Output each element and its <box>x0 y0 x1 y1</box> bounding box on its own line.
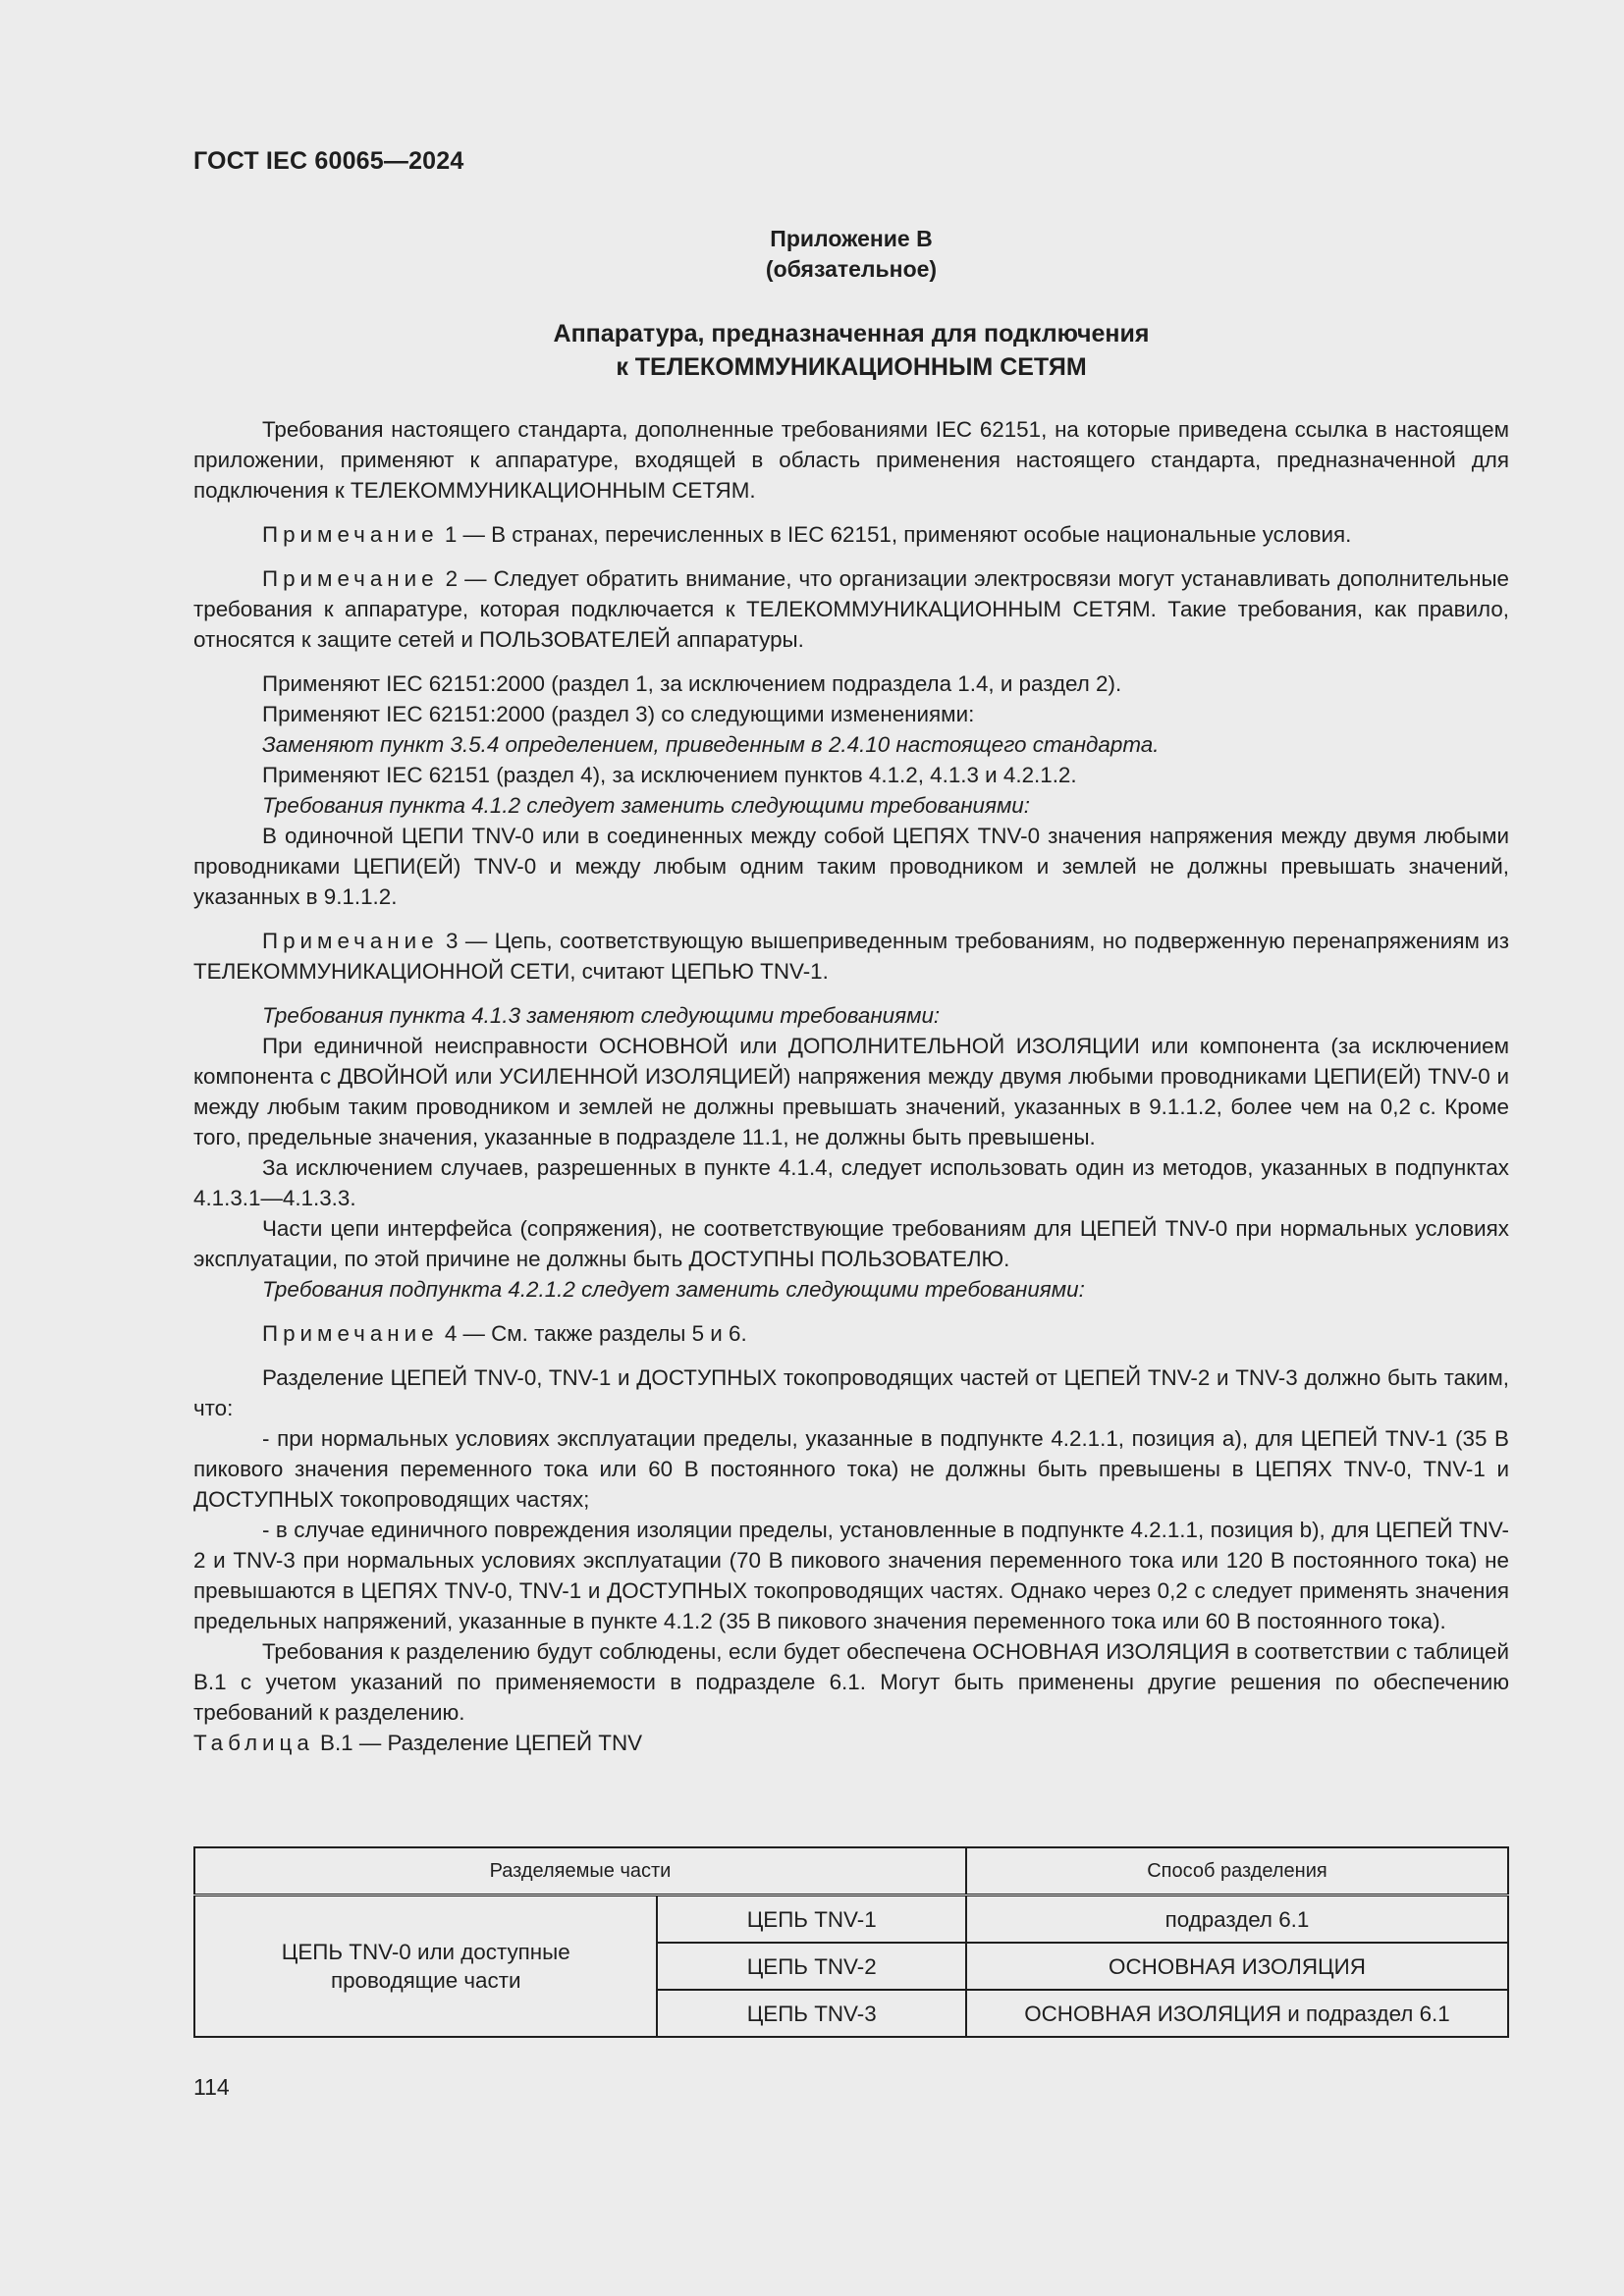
header-method: Способ разделения <box>966 1847 1508 1896</box>
table-header-row <box>194 1847 1508 1896</box>
note-label: Примечание <box>262 566 439 591</box>
table-caption-label: Таблица <box>193 1731 314 1755</box>
apply-paragraph-3: Применяют IEC 62151 (раздел 4), за исключением пунктов 4.1.2, 4.1.3 и 4.2.1.2. <box>262 763 1077 787</box>
note-label: Примечание <box>262 522 439 547</box>
intro-paragraph: Требования настоящего стандарта, дополненные требованиями IEC 62151, на которые приведена ссылка в настоящем приложении, применяют к аппаратуре, входящей в область применения настоящего стандарта, предназначенной для подключения к ТЕЛЕКОММУНИКАЦИОННЫМ СЕТЯМ. <box>193 417 1509 503</box>
bullet-1: - при нормальных условиях эксплуатации пределы, указанные в подпункте 4.2.1.1, позиция а), для ЦЕПЕЙ TNV-1 (35 В пикового значения переменного тока или 60 В постоянного тока) не должны быть превышены в ЦЕПЯХ TNV-0, TNV-1 и ДОСТУПНЫХ токопроводящих частях; <box>193 1426 1509 1512</box>
note-4-text: 4 — См. также разделы 5 и 6. <box>438 1321 747 1346</box>
note-2-text: 2 — Следует обратить внимание, что организации электросвязи могут устанавливать дополнительные требования к аппаратуре, которая подключается к ТЕЛЕКОММУНИКАЦИОННЫМ СЕТЯМ. Такие требования, как правило, относятся к защите сетей и ПОЛЬЗОВАТЕЛЕЙ аппаратуры. <box>193 566 1509 652</box>
appendix-heading <box>193 224 1509 285</box>
page-number: 114 <box>193 2074 230 2100</box>
section-title-line1: Аппаратура, предназначенная для подключения <box>553 320 1150 347</box>
row-group-cell: ЦЕПЬ TNV-0 или доступные проводящие части <box>194 1896 657 2038</box>
appendix-title: Приложение В <box>770 226 933 251</box>
note-label: Примечание <box>262 1321 439 1346</box>
apply-paragraph-2: Применяют IEC 62151:2000 (раздел 3) со следующими изменениями: <box>262 702 975 726</box>
section-title-line2: к ТЕЛЕКОММУНИКАЦИОННЫМ СЕТЯМ <box>616 353 1087 381</box>
standard-header: ГОСТ IEC 60065—2024 <box>193 147 464 175</box>
note-3 <box>193 926 1509 987</box>
table-caption-text: В.1 — Разделение ЦЕПЕЙ TNV <box>313 1731 643 1755</box>
circuit-cell: ЦЕПЬ TNV-3 <box>657 1990 965 2037</box>
note-1 <box>193 519 1509 550</box>
method-cell: ОСНОВНАЯ ИЗОЛЯЦИЯ и подраздел 6.1 <box>966 1990 1508 2037</box>
single-fault-paragraph: При единичной неисправности ОСНОВНОЙ или ДОПОЛНИТЕЛЬНОЙ ИЗОЛЯЦИИ или компонента (за исключением компонента с ДВОЙНОЙ или УСИЛЕННОЙ ИЗОЛЯЦИЕЙ) напряжения между двумя любыми проводниками ЦЕПИ(ЕЙ) TNV-0 и между любым таким проводником и землей не должны превышать значений, указанных в 9.1.1.2, более чем на 0,2 с. Кроме того, предельные значения, указанные в подразделе 11.1, не должны быть превышены. <box>193 1034 1509 1149</box>
req-412-paragraph: Требования пункта 4.1.2 следует заменить следующими требованиями: <box>262 793 1030 818</box>
appendix-status: (обязательное) <box>765 256 938 282</box>
separation-table <box>193 1846 1509 2038</box>
note-label: Примечание <box>262 929 439 953</box>
table-caption <box>193 1728 1509 1758</box>
note-1-text: 1 — В странах, перечисленных в IEC 62151, применяют особые национальные условия. <box>438 522 1352 547</box>
note-3-text: 3 — Цепь, соответствующую вышеприведенным требованиям, но подверженную перенапряжениям из ТЕЛЕКОММУНИКАЦИОННОЙ СЕТИ, считают ЦЕПЬЮ TNV-1. <box>193 929 1509 984</box>
circuit-cell: ЦЕПЬ TNV-1 <box>657 1896 965 1944</box>
method-cell: ОСНОВНАЯ ИЗОЛЯЦИЯ <box>966 1943 1508 1990</box>
except-414-paragraph: За исключением случаев, разрешенных в пункте 4.1.4, следует использовать один из методов, указанных в подпунктах 4.1.3.1—4.1.3.3. <box>193 1155 1509 1210</box>
compliance-paragraph: Требования к разделению будут соблюдены, если будет обеспечена ОСНОВНАЯ ИЗОЛЯЦИЯ в соответствии с таблицей В.1 с учетом указаний по применяемости в подразделе 6.1. Могут быть применены другие решения по обеспечению требований к разделению. <box>193 1639 1509 1725</box>
single-circuit-paragraph: В одиночной ЦЕПИ TNV-0 или в соединенных между собой ЦЕПЯХ TNV-0 значения напряжения между двумя любыми проводниками ЦЕПИ(ЕЙ) TNV-0 и между любым одним таким проводником и землей не должны превышать значений, указанных в 9.1.1.2. <box>193 824 1509 909</box>
table-row <box>194 1896 1508 1944</box>
req-4212-paragraph: Требования подпункта 4.2.1.2 следует заменить следующими требованиями: <box>262 1277 1085 1302</box>
circuit-cell: ЦЕПЬ TNV-2 <box>657 1943 965 1990</box>
header-parts: Разделяемые части <box>194 1847 966 1896</box>
interface-parts-paragraph: Части цепи интерфейса (сопряжения), не соответствующие требованиям для ЦЕПЕЙ TNV-0 при нормальных условиях эксплуатации, по этой причине не должны быть ДОСТУПНЫ ПОЛЬЗОВАТЕЛЮ. <box>193 1216 1509 1271</box>
body-text <box>193 414 1509 1758</box>
section-title <box>193 317 1509 384</box>
replace-354-paragraph: Заменяют пункт 3.5.4 определением, приведенным в 2.4.10 настоящего стандарта. <box>262 732 1160 757</box>
method-cell: подраздел 6.1 <box>966 1896 1508 1944</box>
note-2 <box>193 563 1509 655</box>
note-4 <box>193 1318 1509 1349</box>
req-413-paragraph: Требования пункта 4.1.3 заменяют следующими требованиями: <box>262 1003 941 1028</box>
separation-paragraph: Разделение ЦЕПЕЙ TNV-0, TNV-1 и ДОСТУПНЫХ токопроводящих частей от ЦЕПЕЙ TNV-2 и TNV-3 должно быть таким, что: <box>193 1365 1509 1420</box>
bullet-2: - в случае единичного повреждения изоляции пределы, установленные в подпункте 4.2.1.1, позиция b), для ЦЕПЕЙ TNV-2 и TNV-3 при нормальных условиях эксплуатации (70 В пикового значения переменного тока или 120 В постоянного тока) не превышаются в ЦЕПЯХ TNV-0, TNV-1 и ДОСТУПНЫХ токопроводящих частях. Однако через 0,2 с следует применять значения предельных напряжений, указанные в пункте 4.1.2 (35 В пикового значения переменного тока или 60 В постоянного тока). <box>193 1518 1509 1633</box>
apply-paragraph-1: Применяют IEC 62151:2000 (раздел 1, за исключением подраздела 1.4, и раздел 2). <box>262 671 1122 696</box>
